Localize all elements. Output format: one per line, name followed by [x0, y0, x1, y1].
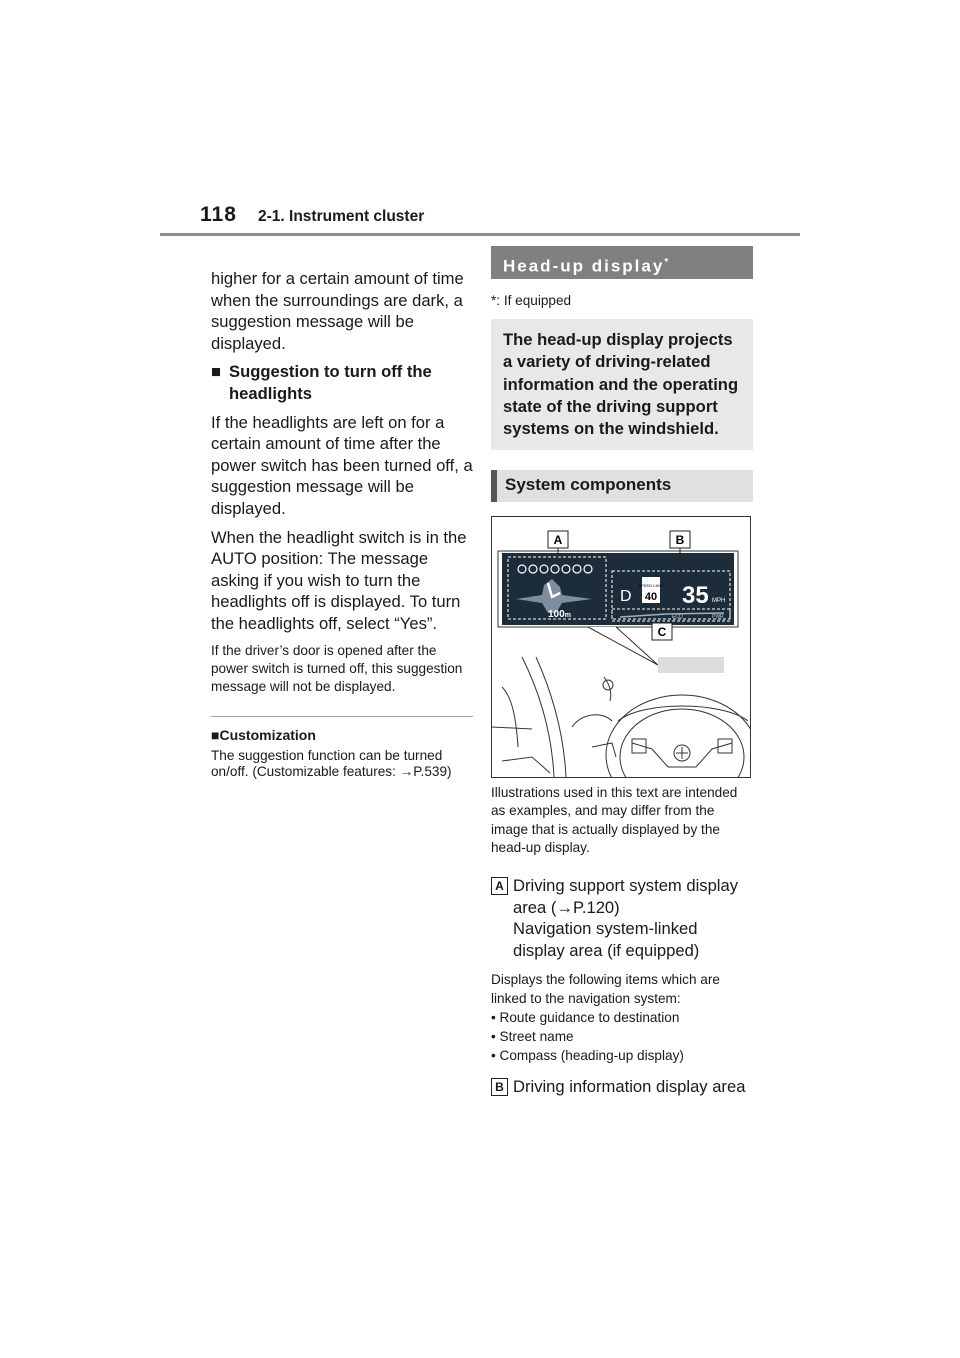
car-interior-sketch [492, 657, 750, 777]
item-a-label: A [491, 877, 508, 895]
gear-indicator: D [620, 588, 632, 606]
hud-illustration-svg [492, 517, 750, 777]
paragraph-1: higher for a certain amount of time when the surroundings are dark, a suggestion message will be displayed. [211, 269, 464, 353]
square-bullet-icon: ■ [211, 362, 222, 382]
label-c: C [657, 625, 667, 640]
right-column [491, 240, 753, 1097]
section-divider [211, 716, 473, 717]
footnote: *: If equipped [491, 293, 572, 308]
section-title: 2-1. Instrument cluster [258, 208, 425, 225]
speed-value: 35 [682, 582, 709, 610]
item-a-text1: Driving support system display area (→P.120) [513, 876, 739, 917]
illustration-caption: Illustrations used in this text are intended as examples, and may differ from the image that is actually displayed by the head-up display. [491, 785, 738, 855]
item-b-label: B [491, 1078, 508, 1096]
header-rule [160, 233, 800, 236]
intro-box: The head-up display projects a variety of driving-related information and the operating state of the driving support systems on the windshield. [491, 319, 753, 450]
item-b-text: Driving information display area [513, 1076, 746, 1096]
subsection-bar: System components [491, 470, 753, 502]
customization-text: The suggestion function can be turned on/off. (Customizable features: →P.539) [211, 748, 452, 780]
hud-illustration [491, 516, 751, 778]
note-paragraph: If the driver’s door is opened after the power switch is turned off, this suggestion message will not be displayed. [211, 642, 463, 694]
item-a [491, 875, 753, 961]
item-a-description: Displays the following items which are linked to the navigation system: [491, 972, 720, 1006]
callout-pointer [588, 627, 658, 665]
label-a: A [553, 533, 563, 548]
windshield-projection [658, 657, 724, 673]
speed-limit-label: SPEED LIMIT [638, 583, 664, 589]
speed-limit-value: 40 [644, 591, 658, 604]
bullet-2: • Street name [491, 1029, 574, 1045]
left-column [211, 268, 473, 780]
label-b: B [675, 533, 685, 548]
distance-text: 100m [548, 609, 571, 621]
eco-label: ECO [672, 614, 683, 621]
customization-heading: ■Customization [211, 727, 316, 744]
subheading-text: Suggestion to turn off the headlights [229, 362, 432, 403]
bullet-3: • Compass (heading-up display) [491, 1048, 684, 1064]
subheading-headlights [211, 361, 473, 404]
pwr-label: PWR [712, 614, 724, 621]
item-b [491, 1076, 753, 1098]
paragraph-3: When the headlight switch is in the AUTO position: The message asking if you wish to turn the headlights off is displayed. To turn the headlights off, select “Yes”. [211, 527, 467, 633]
speed-unit: MPH [712, 598, 726, 605]
page-number: 118 [200, 203, 237, 226]
square-bullet-icon: ■ [211, 727, 220, 744]
bullet-1: • Route guidance to destination [491, 1009, 680, 1025]
paragraph-2: If the headlights are left on for a certain amount of time after the power switch has been turned off, a suggestion message will be displayed. [211, 412, 473, 518]
section-bar-hud: Head-up display* [491, 246, 753, 279]
item-a-text2: Navigation system-linked display area (if equipped) [513, 919, 700, 960]
